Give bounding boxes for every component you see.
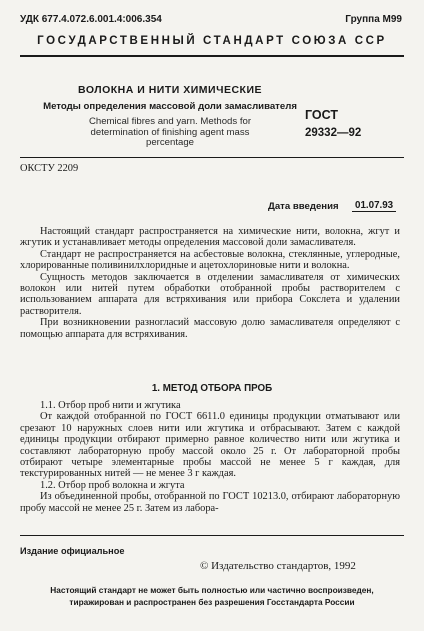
title-rule <box>20 157 404 158</box>
title-en-line: determination of finishing agent mass <box>90 126 250 138</box>
copyright: © Издательство стандартов, 1992 <box>200 560 356 572</box>
intro-paragraph: Сущность методов заключается в отделении замасливателя от химических волокон или нитей путем обработки отобранной пробы растворителем с использованием аппарата для встряхивания или прибора Сокслета и удалении растворителя. <box>20 271 400 317</box>
udk-code: УДК 677.4.072.6.001.4:006.354 <box>20 14 162 25</box>
section-heading: 1. МЕТОД ОТБОРА ПРОБ <box>151 383 273 394</box>
section1-text <box>20 400 400 514</box>
title-ru: ВОЛОКНА И НИТИ ХИМИЧЕСКИЕ <box>78 84 262 96</box>
okstu-code: ОКСТУ 2209 <box>20 163 79 174</box>
subtitle-ru: Методы определения массовой доли замасливателя <box>43 101 297 112</box>
subsection-title: 1.1. Отбор проб нити и жгутика <box>40 400 181 411</box>
banner-rule <box>20 55 404 57</box>
reproduction-notice-line: Настоящий стандарт не может быть полностью или частично воспроизведен, <box>50 585 374 595</box>
standard-banner: ГОСУДАРСТВЕННЫЙ СТАНДАРТ СОЮЗА ССР <box>37 35 387 47</box>
group-code: Группа М99 <box>345 14 402 25</box>
title-en <box>20 117 320 149</box>
intro-date-label: Дата введения <box>268 201 339 212</box>
gost-number: 29332—92 <box>305 127 362 139</box>
official-edition: Издание официальное <box>20 546 125 556</box>
gost-label: ГОСТ <box>305 108 338 122</box>
title-en-line: Chemical fibres and yarn. Methods for <box>88 116 252 127</box>
intro-date-value: 01.07.93 <box>352 200 396 212</box>
section-paragraph: От каждой отобранной по ГОСТ 6611.0 единицы продукции отматывают или срезают 10 наружных слоев нити или жгутика и отбрасывают. Затем с каждой единицы продукции отбирают примерно равное количество нити или жгутика и составляют лабораторную пробу массой около 25 г. От лабораторной пробы отбирают четыре элементарные пробы массой не менее 5 г каждая, для текстурированных нитей — не менее 3 г каждая. <box>20 411 400 480</box>
intro-paragraph: Стандарт не распространяется на асбестовые волокна, стеклянные, углеродные, хлорированные поливинилхлоридные и ацетохлориновые нити и волокна. <box>20 248 400 272</box>
intro-paragraph: Настоящий стандарт распространяется на химические нити, волокна, жгут и жгутик и устанавливает методы определения массовой доли замасливателя. <box>20 226 400 249</box>
reproduction-notice-line: тиражирован и распространен без разрешения Госстандарта России <box>69 597 355 607</box>
footer-rule <box>20 535 404 536</box>
intro-paragraph: При возникновении разногласий массовую долю замасливателя определяют с помощью аппарата для встряхивания. <box>20 317 400 340</box>
section-paragraph: Из объединенной пробы, отобранной по ГОСТ 10213.0, отбирают лабораторную пробу массой не менее 25 г. Затем из лабора- <box>20 491 400 514</box>
intro-text <box>20 226 400 340</box>
title-en-line: percentage <box>145 137 194 149</box>
subsection-title: 1.2. Отбор проб волокна и жгута <box>40 479 185 491</box>
